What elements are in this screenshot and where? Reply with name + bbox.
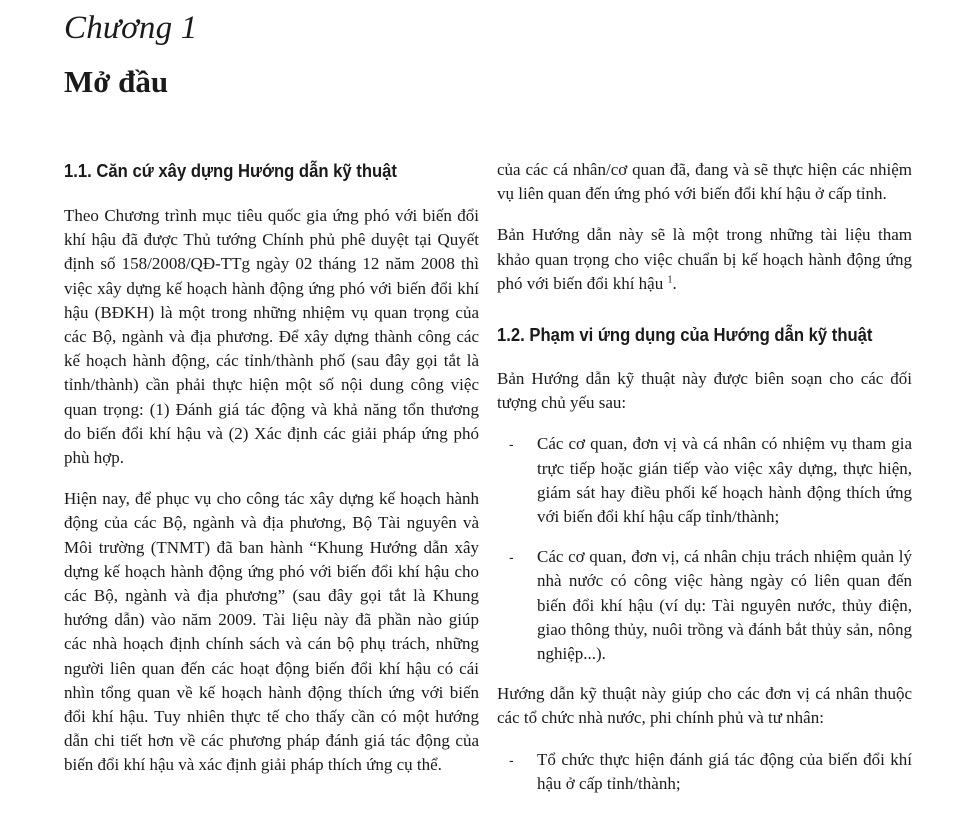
reference-paragraph-text: Bản Hướng dẫn này sẽ là một trong những tài liệu tham khảo quan trọng cho việc chuẩn bị kế hoạch hành động ứng phó với biến đổi khí hậu: [497, 225, 912, 293]
bullet-dash-icon: -: [509, 436, 514, 453]
footnote-mark[interactable]: 1: [667, 274, 673, 286]
bullet-list-2: [497, 748, 912, 796]
bullet-list: [497, 432, 912, 666]
list-item: [497, 748, 912, 796]
section-heading-1-1: 1.1. Căn cứ xây dựng Hướng dẫn kỹ thuật: [64, 160, 397, 181]
list-item: [497, 545, 912, 666]
chapter-label: Chương 1: [64, 10, 198, 46]
paragraph: Theo Chương trình mục tiêu quốc gia ứng phó với biến đổi khí hậu đã được Thủ tướng Chính phủ phê duyệt tại Quyết định số 158/2008/QĐ-TTg ngày 02 tháng 12 năm 2008 thì việc xây dựng kế hoạch hành động ứng phó với biến đổi khí hậu (BĐKH) là một trong những nhiệm vụ quan trọng của các Bộ, ngành và địa phương. Để xây dựng thành công các kế hoạch hành động, các tỉnh/thành phố (sau đây gọi tắt là tỉnh/thành) cần phải thực hiện một số nội dung công việc quan trọng: (1) Đánh giá tác động và khả năng tổn thương do biến đổi khí hậu và (2) Xác định các giải pháp ứng phó phù hợp.: [64, 206, 479, 468]
list-item-text: Tổ chức thực hiện đánh giá tác động của biến đổi khí hậu ở cấp tỉnh/thành;: [537, 749, 912, 793]
list-item: [497, 432, 912, 529]
reference-paragraph-end: .: [672, 273, 677, 293]
list-item-text: Các cơ quan, đơn vị, cá nhân chịu trách nhiệm quản lý nhà nước có công việc hàng ngày có liên quan đến biến đổi khí hậu (ví dụ: Tài nguyên nước, thủy điện, giao thông thủy, nuôi trồng và đánh bắt thủy sản, nông nghiệp...).: [537, 547, 912, 664]
paragraph: Bản Hướng dẫn kỹ thuật này được biên soạn cho các đối tượng chủ yếu sau:: [497, 369, 912, 413]
paragraph: Hướng dẫn kỹ thuật này giúp cho các đơn vị cá nhân thuộc các tổ chức nhà nước, phi chính phủ và tư nhân:: [497, 684, 912, 728]
right-column: [497, 158, 912, 812]
bullet-dash-icon: -: [509, 751, 514, 768]
chapter-title: Mở đầu: [64, 64, 169, 99]
list-item-text: Các cơ quan, đơn vị và cá nhân có nhiệm vụ tham gia trực tiếp hoặc gián tiếp vào việc xây dựng, thực hiện, giám sát hay điều phối kế hoạch hành động thích ứng với biến đổi khí hậu cấp tỉnh/thành;: [537, 434, 912, 527]
reference-paragraph: [497, 223, 912, 296]
paragraph: Hiện nay, để phục vụ cho công tác xây dựng kế hoạch hành động của các Bộ, ngành và địa phương, Bộ Tài nguyên và Môi trường (TNMT) đã ban hành “Khung Hướng dẫn xây dựng kế hoạch hành động ứng phó với biến đổi khí hậu cho các Bộ, ngành và địa phương” (sau đây gọi tắt là Khung hướng dẫn) vào năm 2009. Tài liệu này đã phần nào giúp các nhà hoạch định chính sách và cán bộ phụ trách, những người liên quan đến các hoạt động biến đổi khí hậu có cái nhìn tổng quan về kế hoạch hành động thích ứng với biến đổi khí hậu. Tuy nhiên thực tế cho thấy cần có một hướng dẫn chi tiết hơn về các phương pháp đánh giá tác động của biến đổi khí hậu và xác định giải pháp thích ứng cụ thể.: [64, 489, 479, 775]
bullet-dash-icon: -: [509, 549, 514, 566]
left-column: [64, 158, 479, 795]
continued-paragraph: của các cá nhân/cơ quan đã, đang và sẽ thực hiện các nhiệm vụ liên quan đến ứng phó với biến đổi khí hậu ở cấp tỉnh.: [497, 160, 912, 204]
section-heading-1-2: 1.2. Phạm vi ứng dụng của Hướng dẫn kỹ thuật: [497, 324, 873, 346]
